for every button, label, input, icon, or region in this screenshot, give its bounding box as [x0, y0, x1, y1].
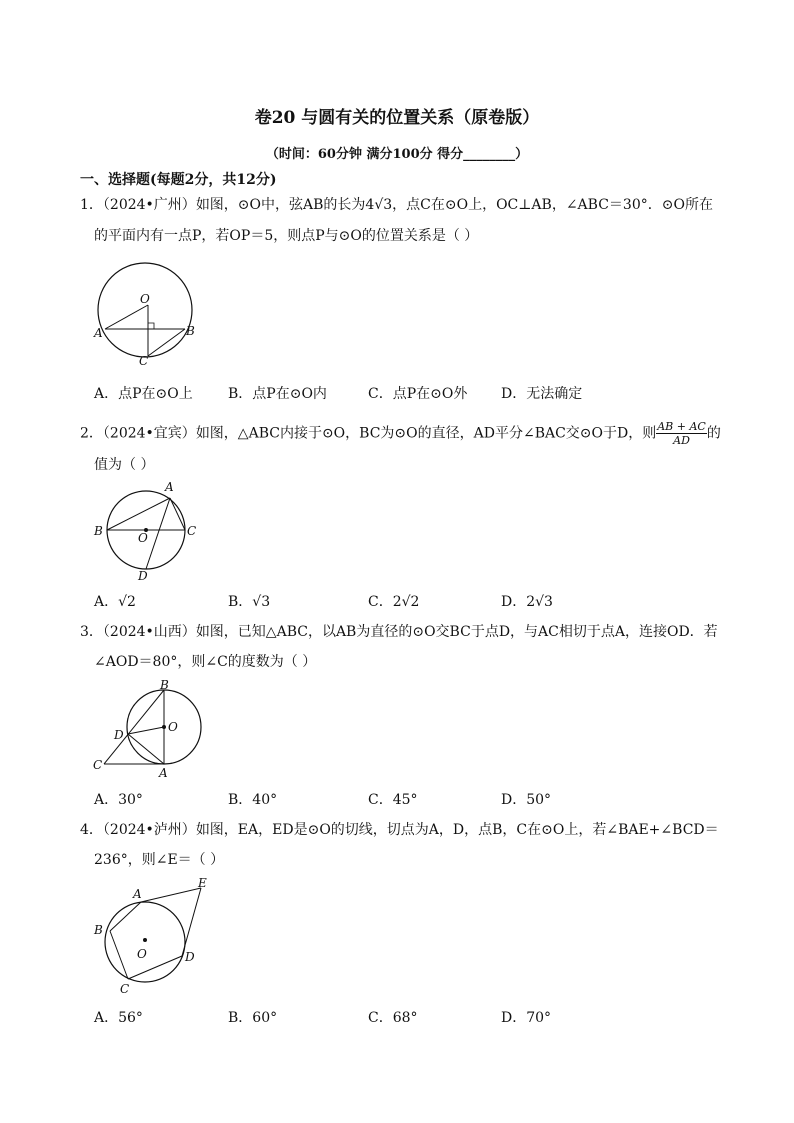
option-b: B．40° — [228, 792, 278, 808]
center-point — [162, 725, 166, 729]
question-text: 如图，EA，ED是⊙O的切线，切点为A，D，点B，C在⊙O上，若∠BAE+∠BCD＝ — [195, 822, 719, 838]
label-b: B — [160, 678, 169, 692]
option-d: D．70° — [501, 1010, 552, 1026]
question-number: 3． — [80, 624, 103, 640]
option-a: A．56° — [94, 1010, 143, 1026]
question-4-line-1 — [80, 820, 719, 840]
question-text: 如图，△ABC内接于⊙O，BC为⊙O的直径，AD平分∠BAC交⊙O于D，则 — [195, 425, 657, 442]
label-c: C — [187, 524, 197, 538]
question-text: 如图，⊙O中，弦AB的长为4√3，点C在⊙O上，OC⊥AB，∠ABC＝30°．⊙O所在 — [195, 197, 713, 213]
question-3-figure — [88, 676, 208, 782]
question-source: （2024•广州） — [102, 197, 196, 213]
question-4-figure — [88, 876, 218, 998]
question-number: 1． — [80, 197, 103, 213]
question-number: 4． — [80, 822, 103, 838]
option-d: D．2√3 — [501, 594, 553, 610]
question-3-line-1 — [80, 622, 718, 642]
option-a: A．30° — [94, 792, 143, 808]
label-o: O — [168, 720, 178, 734]
segment-bc — [104, 690, 164, 764]
option-a: A．点P在⊙O上 — [94, 386, 193, 402]
label-b: B — [94, 524, 103, 538]
label-c: C — [120, 982, 130, 996]
label-d: D — [114, 728, 124, 742]
option-c: C．45° — [368, 792, 418, 808]
center-point — [143, 938, 147, 942]
option-b: B．60° — [228, 1010, 278, 1026]
option-b: B．点P在⊙O内 — [228, 386, 327, 402]
segment-oa — [105, 305, 148, 329]
label-b: B — [186, 324, 195, 338]
label-a: A — [94, 326, 103, 340]
question-2-line-2: 值为（ ） — [94, 457, 155, 473]
label-o: O — [138, 531, 148, 545]
option-c: C．68° — [368, 1010, 418, 1026]
option-d: D．50° — [501, 792, 552, 808]
question-2-line-1 — [80, 420, 721, 447]
fraction-denominator: AD — [673, 434, 690, 447]
label-e: E — [198, 876, 207, 890]
segment-ac — [170, 498, 185, 530]
fraction-numerator: AB + AC — [657, 420, 706, 433]
question-source: （2024•泸州） — [102, 822, 196, 838]
page-title: 卷20 与圆有关的位置关系（原卷版） — [254, 108, 540, 128]
exam-info: （时间：60分钟 满分100分 得分________） — [265, 147, 529, 162]
question-1-line-1 — [80, 195, 713, 215]
label-a: A — [133, 887, 142, 901]
label-c: C — [93, 758, 103, 772]
label-d: D — [185, 950, 195, 964]
section-heading: 一、选择题(每题2分，共12分) — [80, 172, 277, 188]
question-source: （2024•宜宾） — [102, 425, 196, 442]
question-2-figure — [90, 478, 200, 584]
option-a: A．√2 — [94, 594, 136, 610]
label-b: B — [94, 923, 103, 937]
question-number: 2． — [80, 425, 103, 442]
tangent-ea — [141, 888, 201, 902]
question-1-line-2: 的平面内有一点P，若OP＝5，则点P与⊙O的位置关系是（ ） — [94, 228, 479, 244]
fraction — [656, 420, 707, 447]
option-c: C．点P在⊙O外 — [368, 386, 468, 402]
right-angle-mark — [148, 323, 154, 329]
option-b: B．√3 — [228, 594, 271, 610]
label-o: O — [140, 292, 150, 306]
circle-o — [98, 263, 192, 357]
question-4-line-2: 236°，则∠E＝（ ） — [94, 852, 225, 868]
label-a: A — [159, 766, 168, 780]
label-d: D — [138, 569, 148, 583]
option-d: D．无法确定 — [501, 386, 583, 402]
question-text: 如图，已知△ABC，以AB为直径的⊙O交BC于点D，与AC相切于点A，连接OD．若 — [195, 624, 718, 640]
label-c: C — [139, 354, 149, 368]
label-a: A — [165, 480, 174, 494]
tangent-ed — [182, 888, 201, 956]
question-text-end: 的 — [706, 425, 721, 442]
question-1-figure — [90, 256, 200, 368]
question-source: （2024•山西） — [102, 624, 196, 640]
label-o: O — [137, 947, 147, 961]
option-c: C．2√2 — [368, 594, 420, 610]
question-3-line-2: ∠AOD＝80°，则∠C的度数为（ ） — [94, 654, 317, 670]
